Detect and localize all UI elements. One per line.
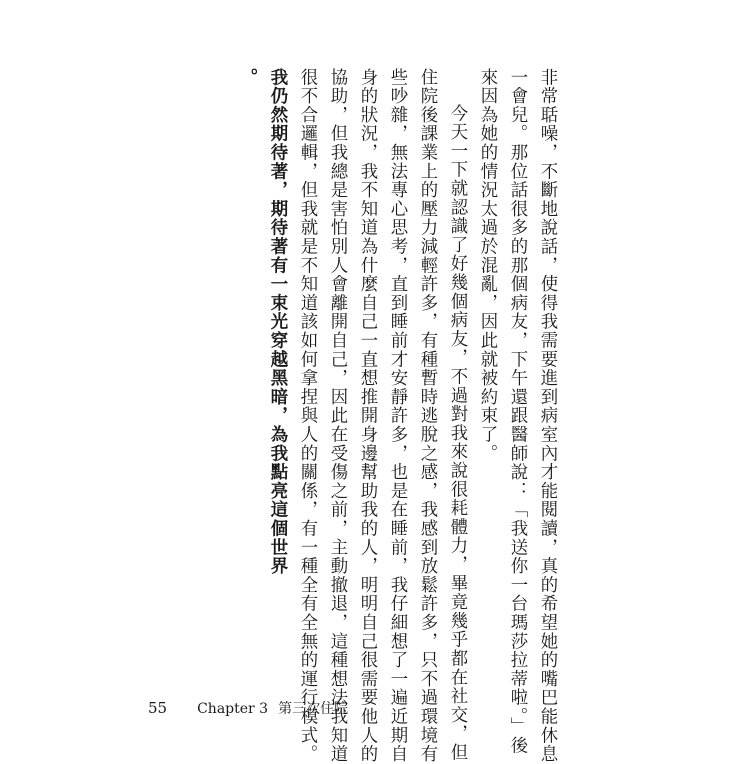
chapter-label: Chapter 3 [197, 701, 269, 717]
page-number: 55 [148, 699, 168, 717]
text-line-7: 身的狀況，我不知道為什麼自己一直想推開身邊幫助我的人，明明自己很需要他人的 [357, 68, 377, 764]
text-line-3: 來因為她的情況太過於混亂，因此就被約束了。 [477, 68, 497, 463]
text-line-4: 今天一下就認識了好幾個病友，不過對我來說很耗體力，畢竟幾乎都在社交，但 [447, 104, 467, 762]
closing-line-2: 。 [237, 68, 257, 87]
text-line-9: 很不合邏輯，但我就是不知道該如何拿捏與人的關係，有一種全有全無的運行模式。 [297, 68, 317, 764]
closing-line-1: 我仍然期待著，期待著有一束光穿越黑暗，為我點亮這個世界 [267, 68, 287, 576]
text-line-2: 一會兒。那位話很多的那個病友，下午還跟醫師說：「我送你一台瑪莎拉蒂啦。」後 [507, 68, 527, 755]
chapter-title: 第三次住院 [278, 701, 349, 717]
text-line-1: 非常聒噪，不斷地說話，使得我需要進到病室內才能閱讀，真的希望她的嘴巴能休息 [537, 68, 557, 764]
text-line-6: 些吵雜，無法專心思考，直到睡前才安靜許多，也是在睡前，我仔細想了一遍近期自 [387, 68, 407, 764]
text-line-5: 住院後課業上的壓力減輕許多，有種暫時逃脫之感，我感到放鬆許多，只不過環境有 [417, 68, 437, 764]
text-line-8: 協助，但我總是害怕別人會離開自己，因此在受傷之前，主動撤退，這種想法我知道 [327, 68, 347, 764]
page-footer [148, 698, 348, 718]
